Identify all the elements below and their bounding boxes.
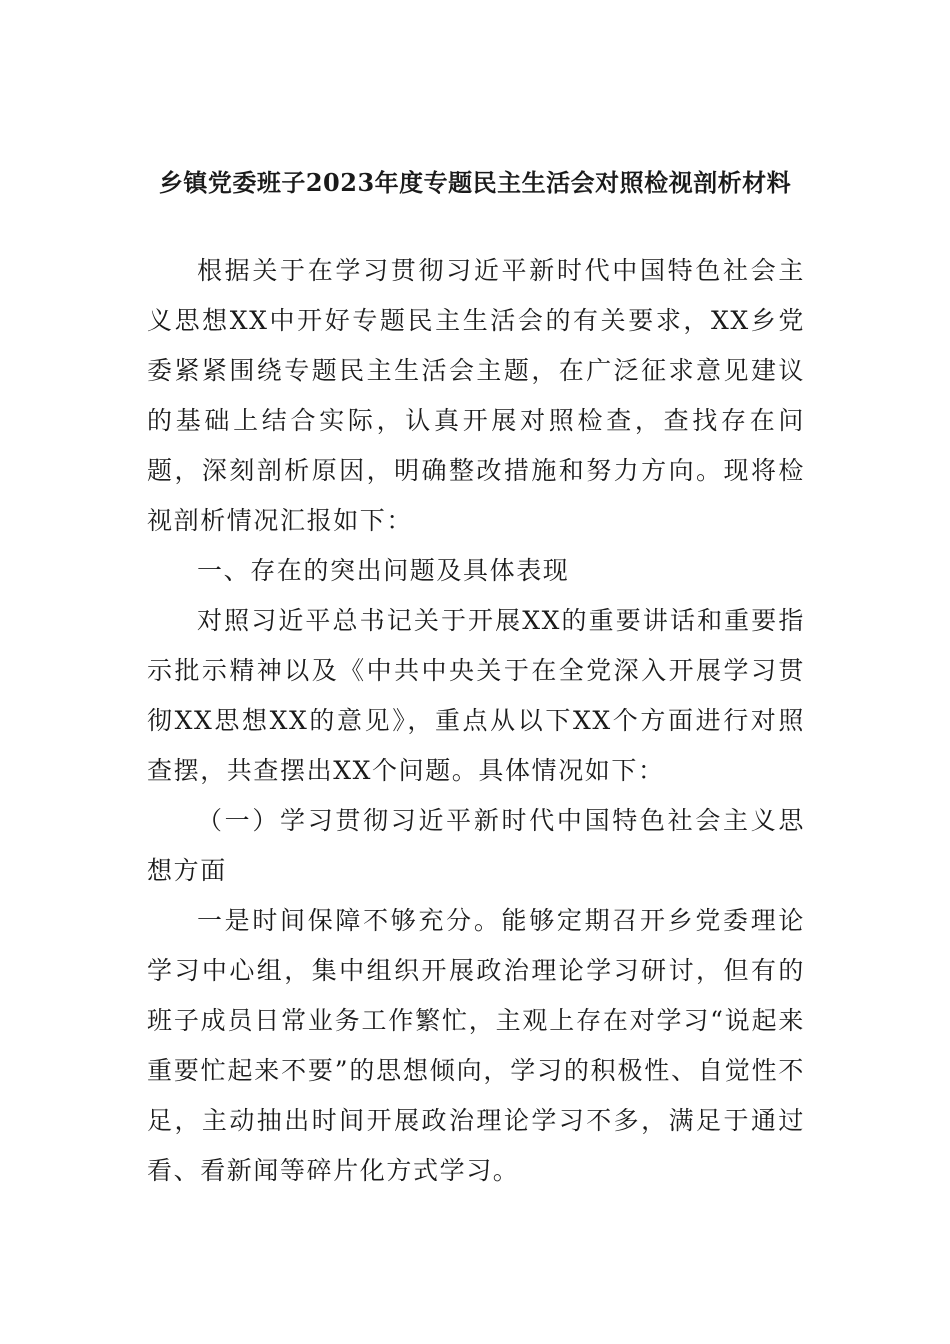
document-body xyxy=(147,246,805,1196)
document-title: 乡镇党委班子2023年度专题民主生活会对照检视剖析材料 xyxy=(158,168,792,197)
section-heading: 一、存在的突出问题及具体表现 xyxy=(197,556,570,585)
overview-paragraph: 对照习近平总书记关于开展XX的重要讲话和重要指示批示精神以及《中共中央关于在全党深入开展学习贯彻XX思想XX的意见》，重点从以下XX个方面进行对照查摆，共查摆出XX个问题。具体情况如下： xyxy=(147,606,805,785)
issue-paragraph: 一是时间保障不够充分。能够定期召开乡党委理论学习中心组，集中组织开展政治理论学习研讨，但有的班子成员日常业务工作繁忙，主观上存在对学习“说起来重要忙起来不要”的思想倾向，学习的积极性、自觉性不足，主动抽出时间开展政治理论学习不多，满足于通过看、看新闻等碎片化方式学习。 xyxy=(147,906,805,1185)
intro-paragraph: 根据关于在学习贯彻习近平新时代中国特色社会主义思想XX中开好专题民主生活会的有关要求，XX乡党委紧紧围绕专题民主生活会主题，在广泛征求意见建议的基础上结合实际，认真开展对照检查，查找存在问题，深刻剖析原因，明确整改措施和努力方向。现将检视剖析情况汇报如下： xyxy=(147,256,805,535)
subsection-heading: （一）学习贯彻习近平新时代中国特色社会主义思想方面 xyxy=(147,806,805,885)
